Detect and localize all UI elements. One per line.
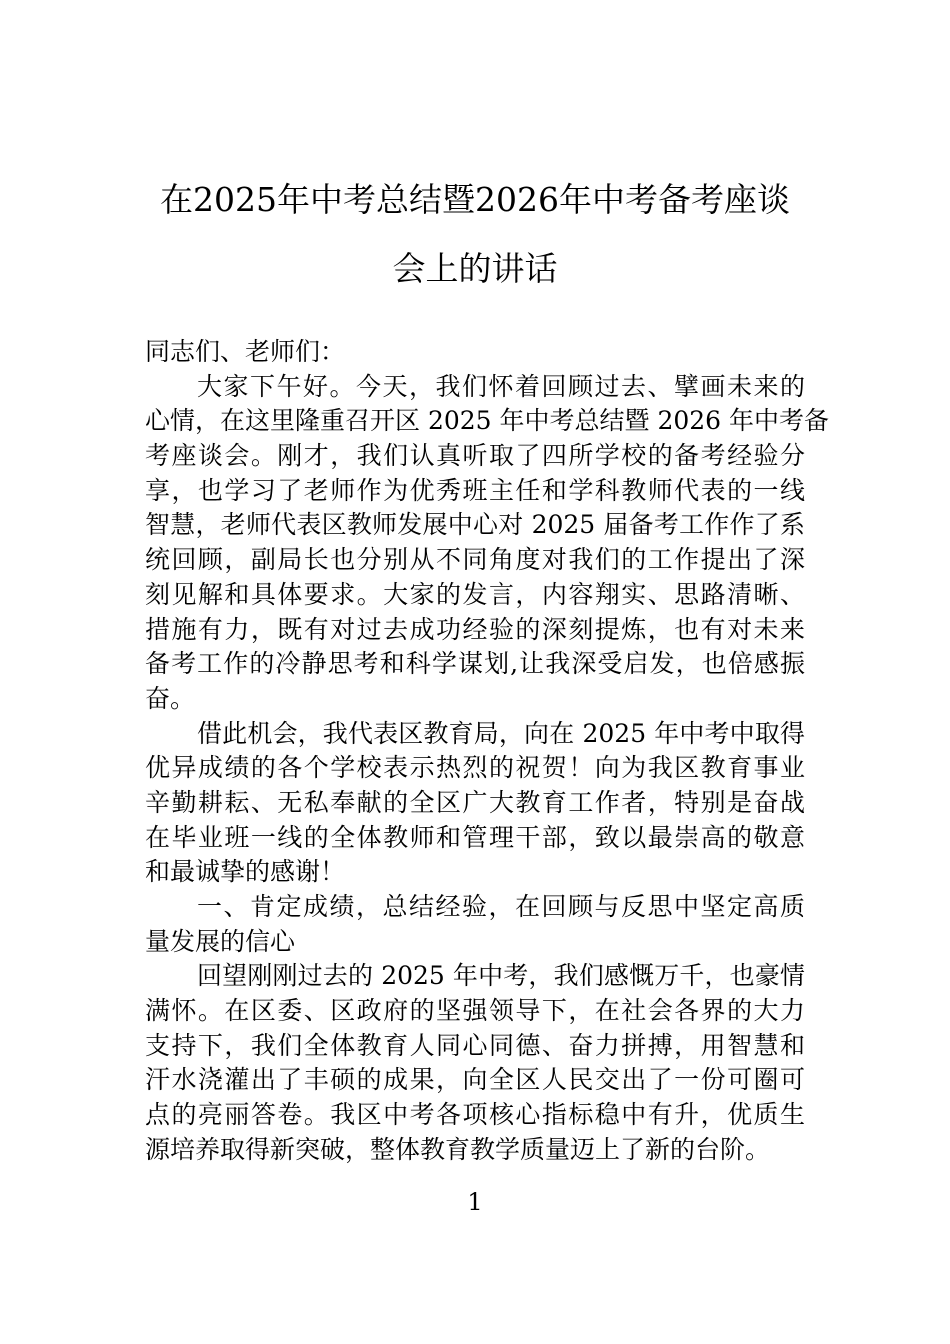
- text-line: 优异成绩的各个学校表示热烈的祝贺！向为我区教育事业: [145, 753, 805, 783]
- text-line: 大家下午好。今天，我们怀着回顾过去、擘画未来的: [197, 371, 805, 401]
- text-line: 心情，在这里隆重召开区 2025 年中考总结暨 2026 年中考备: [145, 406, 830, 436]
- text-line: 一、肯定成绩，总结经验，在回顾与反思中坚定高质: [197, 892, 805, 921]
- text-line: 辛勤耕耘、无私奉献的全区广大教育工作者，特别是奋战: [145, 787, 805, 817]
- paragraph: [145, 370, 830, 717]
- document-title-line-1: 在2025年中考总结暨2026年中考备考座谈: [160, 180, 790, 219]
- text-line: 汗水浇灌出了丰硕的成果，向全区人民交出了一份可圈可: [145, 1065, 805, 1095]
- text-line: 量发展的信心: [145, 926, 296, 956]
- text-line: 满怀。在区委、区政府的坚强领导下，在社会各界的大力: [145, 996, 805, 1026]
- page-number: 1: [467, 1188, 483, 1216]
- text-line: 智慧，老师代表区教师发展中心对 2025 届备考工作作了系: [145, 510, 805, 540]
- text-line: 点的亮丽答卷。我区中考各项核心指标稳中有升，优质生: [145, 1100, 805, 1130]
- salutation: 同志们、老师们：: [145, 337, 346, 366]
- text-line: 刻见解和具体要求。大家的发言，内容翔实、思路清晰、: [145, 579, 805, 609]
- text-line: 考座谈会。刚才，我们认真听取了四所学校的备考经验分: [145, 441, 805, 471]
- text-line: 和最诚挚的感谢！: [145, 857, 346, 887]
- text-line: 在毕业班一线的全体教师和管理干部，致以最崇高的敬意: [145, 822, 805, 852]
- text-line: 统回顾，副局长也分别从不同角度对我们的工作提出了深: [145, 545, 805, 575]
- paragraph: [145, 959, 805, 1167]
- document-body: [145, 335, 830, 1168]
- text-line: 借此机会，我代表区教育局，向在 2025 年中考中取得: [197, 718, 805, 748]
- text-line: 回望刚刚过去的 2025 年中考，我们感慨万千，也豪情: [197, 961, 805, 991]
- document-title-line-2: 会上的讲话: [392, 249, 558, 288]
- paragraph: [145, 717, 805, 890]
- text-line: 奋。: [145, 683, 196, 713]
- text-line: 备考工作的冷静思考和科学谋划,让我深受启发，也倍感振: [145, 649, 805, 679]
- text-line: 措施有力，既有对过去成功经验的深刻提炼，也有对未来: [145, 614, 805, 644]
- text-line: 源培养取得新突破，整体教育教学质量迈上了新的台阶。: [145, 1134, 771, 1164]
- text-line: 支持下，我们全体教育人同心同德、奋力拼搏，用智慧和: [145, 1030, 805, 1060]
- text-line: 享，也学习了老师作为优秀班主任和学科教师代表的一线: [145, 475, 805, 505]
- section-heading: [145, 890, 805, 959]
